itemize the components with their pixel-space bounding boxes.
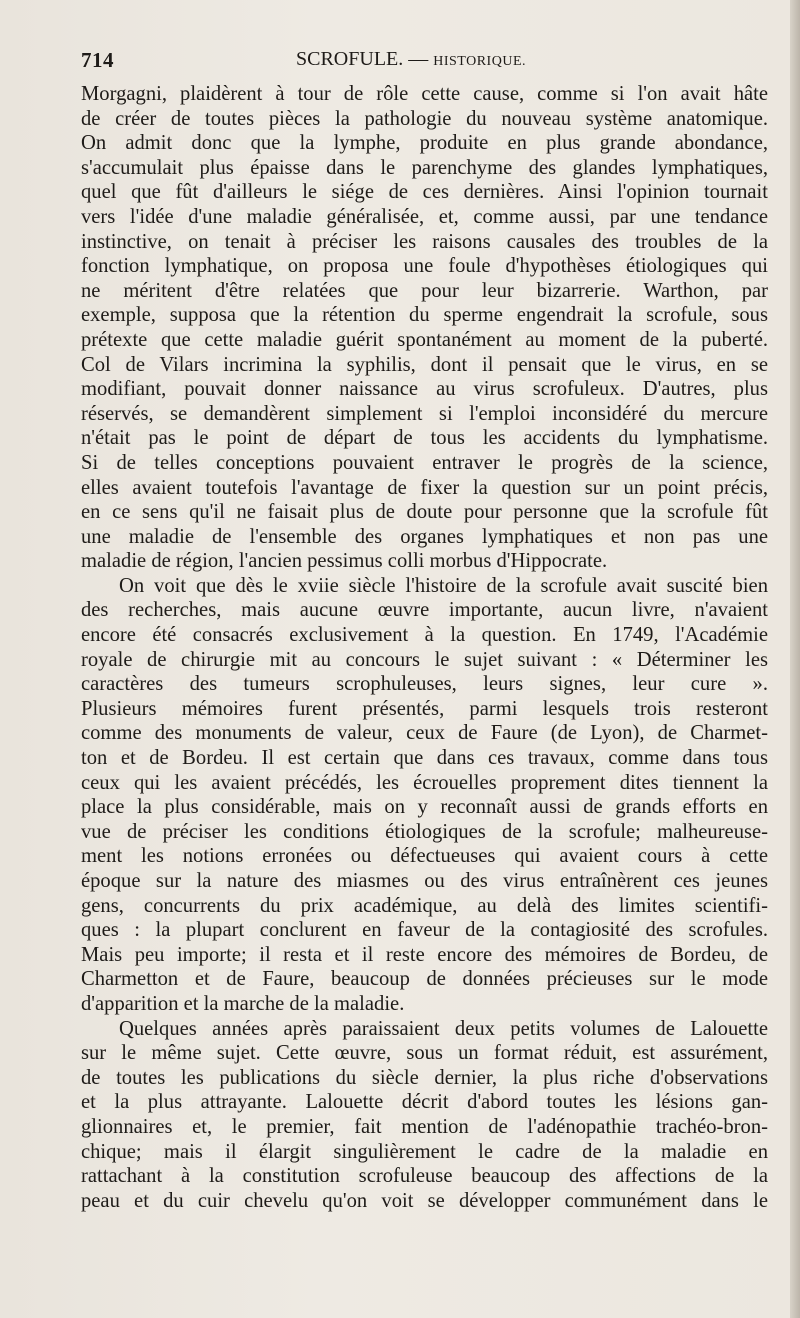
- body-text: [81, 82, 768, 1213]
- chapter-title: SCROFULE.: [296, 48, 404, 70]
- text-line: Plusieurs mémoires furent présentés, parmi lesquels trois resteront: [81, 697, 768, 720]
- text-line: vue de préciser les conditions étiologiques de la scrofule; malheureuse-: [81, 820, 768, 843]
- text-line: gens, concurrents du prix académique, au delà des limites scientifi-: [81, 894, 768, 917]
- text-line: de toutes les publications du siècle dernier, la plus riche d'observations: [81, 1066, 768, 1089]
- text-line: Quelques années après paraissaient deux petits volumes de Lalouette: [119, 1017, 768, 1040]
- text-line: prétexte que cette maladie guérit spontanément au moment de la puberté.: [81, 328, 768, 351]
- text-line: comme des monuments de valeur, ceux de Faure (de Lyon), de Charmet-: [81, 722, 768, 745]
- text-line: place la plus considérable, mais on y reconnaît aussi de grands efforts en: [81, 796, 768, 819]
- text-line: et la plus attrayante. Lalouette décrit d'abord toutes les lésions gan-: [81, 1091, 768, 1114]
- text-line: en ce sens qu'il ne faisait plus de doute pour personne que la scrofule fût: [81, 501, 768, 524]
- text-line: époque sur la nature des miasmes ou des virus entraînèrent ces jeunes: [81, 870, 768, 892]
- text-line: peau et du cuir chevelu qu'on voit se développer communément dans le: [81, 1189, 768, 1212]
- text-line: s'accumulait plus épaisse dans le parenchyme des glandes lymphatiques,: [81, 156, 768, 179]
- text-line: glionnaires et, le premier, fait mention de l'adénopathie trachéo-bron-: [81, 1115, 768, 1138]
- text-line: ment les notions erronées ou défectueuses qui avaient cours à cette: [81, 845, 768, 868]
- page-number: 714: [81, 48, 114, 72]
- running-title: [296, 48, 616, 71]
- text-line: royale de chirurgie mit au concours le sujet suivant : « Déterminer les: [81, 648, 768, 671]
- title-separator: —: [408, 48, 429, 70]
- page-edge-shadow: [790, 0, 800, 1318]
- text-line: Charmetton et de Faure, beaucoup de données précieuses sur le mode: [81, 968, 768, 991]
- text-line: Col de Vilars incrimina la syphilis, dont il pensait que le virus, en se: [81, 353, 768, 376]
- text-line: vers l'idée d'une maladie généralisée, et, comme aussi, par une tendance: [81, 205, 768, 228]
- text-line: Si de telles conceptions pouvaient entraver le progrès de la science,: [81, 451, 768, 474]
- text-line: ne méritent d'être relatées que pour leur bizarrerie. Warthon, par: [81, 279, 768, 302]
- text-line: fonction lymphatique, on proposa une foule d'hypothèses étiologiques qui: [81, 255, 768, 278]
- text-line: chique; mais il élargit singulièrement le cadre de la maladie en: [81, 1140, 768, 1163]
- text-line: des recherches, mais aucune œuvre importante, aucun livre, n'avaient: [81, 599, 768, 622]
- text-line: n'était pas le point de départ de tous les accidents du lymphatisme.: [81, 427, 768, 450]
- text-line: Mais peu importe; il resta et il reste encore des mémoires de Bordeu, de: [81, 943, 768, 966]
- text-line: Morgagni, plaidèrent à tour de rôle cette cause, comme si l'on avait hâte: [81, 83, 768, 105]
- text-line: caractères des tumeurs scrophuleuses, leurs signes, leur cure ».: [81, 673, 768, 696]
- text-line: maladie de région, l'ancien pessimus colli morbus d'Hippocrate.: [81, 550, 608, 573]
- text-line: une maladie de l'ensemble des organes lymphatiques et non pas une: [81, 525, 768, 548]
- text-line: On admit donc que la lymphe, produite en plus grande abondance,: [81, 132, 768, 155]
- text-line: sur le même sujet. Cette œuvre, sous un format réduit, est assurément,: [81, 1042, 768, 1065]
- text-line: ton et de Bordeu. Il est certain que dans ces travaux, comme dans tous: [81, 747, 768, 770]
- text-line: de créer de toutes pièces la pathologie du nouveau système anatomique.: [81, 107, 768, 130]
- text-line: instinctive, on tenait à préciser les raisons causales des troubles de la: [81, 230, 768, 253]
- text-line: exemple, supposa que la rétention du sperme engendrait la scrofule, sous: [81, 304, 768, 327]
- text-line: modifiant, pouvait donner naissance au virus scrofuleux. D'autres, plus: [81, 378, 768, 401]
- text-line: ques : la plupart conclurent en faveur de la contagiosité des scrofules.: [81, 919, 768, 942]
- text-line: rattachant à la constitution scrofuleuse beaucoup des affections de la: [81, 1165, 768, 1188]
- text-line: d'apparition et la marche de la maladie.: [81, 992, 405, 1015]
- text-line: réservés, se demandèrent simplement si l'emploi inconsidéré du mercure: [81, 402, 768, 425]
- text-line: elles avaient toutefois l'avantage de fixer la question sur un point précis,: [81, 476, 768, 499]
- running-header: [81, 44, 741, 78]
- text-line: encore été consacrés exclusivement à la question. En 1749, l'Académie: [81, 624, 768, 647]
- text-line: On voit que dès le xviie siècle l'histoire de la scrofule avait suscité bien: [119, 574, 768, 597]
- text-line: ceux qui les avaient précédés, les écrouelles proprement dites tiennent la: [81, 771, 768, 794]
- text-line: quel que fût d'ailleurs le siége de ces dernières. Ainsi l'opinion tournait: [81, 181, 768, 204]
- section-title: HISTORIQUE.: [433, 54, 526, 69]
